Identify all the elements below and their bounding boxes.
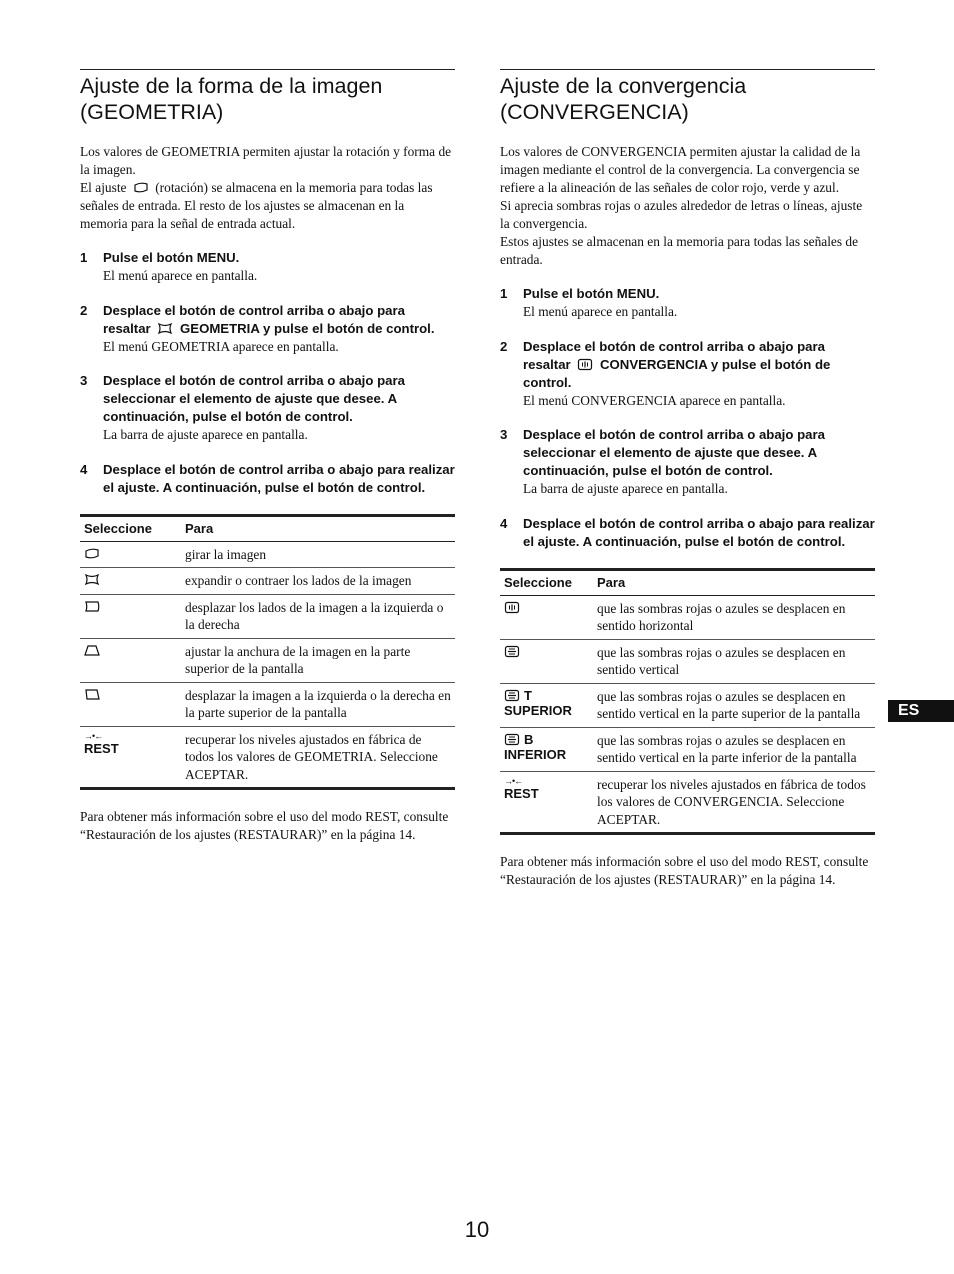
convergencia-step-2: 2 Desplace el botón de control arriba o abajo para resaltar CONVERGENCIA y pulse el botón de control. El menú CONVERGENCIA aparece en pantalla. bbox=[500, 338, 831, 408]
geometria-intro-p2: El ajuste (rotación) se almacena en la memoria para todas las señales de entrada. El resto de los ajustes se almacenan en la memoria para la señal de entrada actual. bbox=[80, 180, 433, 231]
geometria-col-seleccione: Seleccione bbox=[80, 515, 181, 541]
table-row: girar la imagen bbox=[80, 541, 455, 568]
convergencia-title-line1: Ajuste de la convergencia bbox=[500, 74, 747, 98]
geometria-step-3: 3 Desplace el botón de control arriba o abajo para seleccionar el elemento de ajuste que desee. A continuación, pulse el botón de control. La barra de ajuste aparece en pantalla. bbox=[80, 373, 405, 442]
v-convergence-icon bbox=[504, 645, 520, 658]
geometry-icon bbox=[157, 322, 173, 335]
table-row: ajustar la anchura de la imagen en la parte superior de la pantalla bbox=[80, 638, 455, 682]
geometria-title bbox=[80, 73, 455, 125]
pin-balance-icon bbox=[84, 600, 100, 613]
geometria-step-4: 4 Desplace el botón de control arriba o abajo para realizar el ajuste. A continuación, pulse el botón de control. bbox=[80, 461, 455, 495]
convergencia-title bbox=[500, 73, 875, 125]
geometria-section bbox=[80, 69, 455, 857]
pincushion-icon bbox=[84, 573, 100, 586]
geometria-footer: Para obtener más información sobre el uso del modo REST, consulte “Restauración de los ajustes (RESTAURAR)” en la página 14. bbox=[80, 809, 449, 842]
convergencia-col-seleccione: Seleccione bbox=[500, 569, 593, 595]
bottom-convergence-icon bbox=[504, 733, 520, 746]
convergencia-step-1: 1 Pulse el botón MENU. El menú aparece en pantalla. bbox=[500, 286, 678, 319]
h-convergence-icon bbox=[504, 601, 520, 614]
convergencia-section bbox=[500, 69, 875, 902]
table-row: expandir o contraer los lados de la imagen bbox=[80, 568, 455, 595]
geometria-step-2: 2 Desplace el botón de control arriba o abajo para resaltar GEOMETRIA y pulse el botón de control. El menú GEOMETRIA aparece en pantalla. bbox=[80, 302, 435, 354]
reset-arrows-icon: →•← bbox=[504, 775, 523, 786]
top-convergence-icon bbox=[504, 689, 520, 702]
convergencia-intro-p2: Si aprecia sombras rojas o azules alrededor de letras o líneas, ajuste la convergencia. bbox=[500, 198, 863, 231]
table-row: →•← REST recuperar los niveles ajustados en fábrica de todos los valores de CONVERGENCIA. Seleccione ACEPTAR. bbox=[500, 771, 875, 834]
table-row: →•← REST recuperar los niveles ajustados en fábrica de todos los valores de GEOMETRIA. Seleccione ACEPTAR. bbox=[80, 726, 455, 789]
convergencia-step-3: 3 Desplace el botón de control arriba o abajo para seleccionar el elemento de ajuste que desee. A continuación, pulse el botón de control. La barra de ajuste aparece en pantalla. bbox=[500, 427, 825, 496]
table-row: desplazar los lados de la imagen a la izquierda o la derecha bbox=[80, 594, 455, 638]
convergencia-intro-p1: Los valores de CONVERGENCIA permiten ajustar la calidad de la imagen mediante el control de la convergencia. La convergencia se refiere a la alineación de las señales de color rojo, verde y azul. bbox=[500, 144, 861, 195]
geometria-title-line2: (GEOMETRIA) bbox=[80, 100, 224, 124]
geometria-col-para: Para bbox=[181, 515, 455, 541]
rotation-icon bbox=[84, 547, 100, 560]
convergencia-intro-p3: Estos ajustes se almacenan en la memoria para todas las señales de entrada. bbox=[500, 234, 859, 267]
convergencia-footer: Para obtener más información sobre el uso del modo REST, consulte “Restauración de los ajustes (RESTAURAR)” en la página 14. bbox=[500, 854, 869, 887]
rotation-icon bbox=[133, 181, 149, 194]
parallelogram-icon bbox=[84, 688, 100, 701]
page-number: 10 bbox=[464, 1217, 490, 1242]
convergencia-col-para: Para bbox=[593, 569, 875, 595]
geometria-intro-p1: Los valores de GEOMETRIA permiten ajustar la rotación y forma de la imagen. bbox=[80, 144, 452, 177]
convergence-icon bbox=[577, 358, 593, 371]
table-row: T SUPERIOR que las sombras rojas o azules se desplacen en sentido vertical en la parte superior de la pantalla bbox=[500, 683, 875, 727]
table-row: B INFERIOR que las sombras rojas o azules se desplacen en sentido vertical en la parte inferior de la pantalla bbox=[500, 727, 875, 771]
geometria-intro bbox=[80, 143, 455, 233]
geometria-title-line1: Ajuste de la forma de la imagen bbox=[80, 74, 383, 98]
convergencia-step-4: 4 Desplace el botón de control arriba o abajo para realizar el ajuste. A continuación, pulse el botón de control. bbox=[500, 515, 875, 549]
convergencia-title-line2: (CONVERGENCIA) bbox=[500, 100, 689, 124]
geometria-table bbox=[80, 514, 455, 791]
geometria-step-1: 1 Pulse el botón MENU. El menú aparece en pantalla. bbox=[80, 250, 258, 283]
convergencia-table bbox=[500, 568, 875, 836]
convergencia-intro bbox=[500, 143, 875, 269]
reset-arrows-icon: →•← bbox=[84, 730, 103, 741]
table-row: desplazar la imagen a la izquierda o la derecha en la parte superior de la pantalla bbox=[80, 682, 455, 726]
table-row: que las sombras rojas o azules se desplacen en sentido horizontal bbox=[500, 595, 875, 639]
language-tab: ES bbox=[888, 700, 954, 722]
table-row: que las sombras rojas o azules se desplacen en sentido vertical bbox=[500, 639, 875, 683]
trapezoid-icon bbox=[84, 644, 100, 657]
